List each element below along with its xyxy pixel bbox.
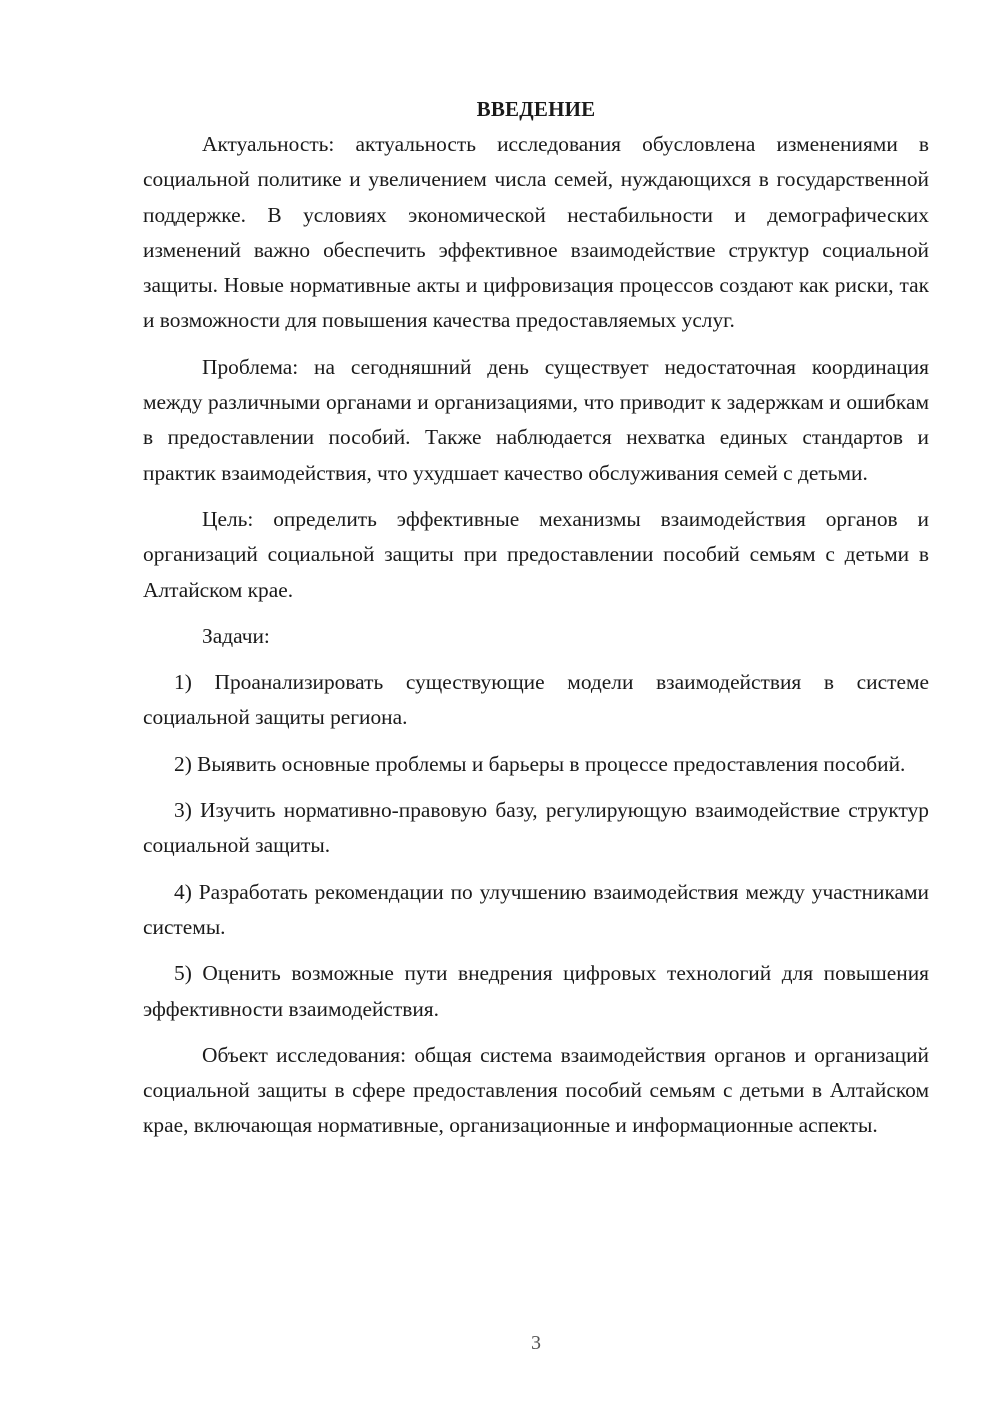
task-item: 4) Разработать рекомендации по улучшению взаимодействия между участниками системы. (143, 879, 929, 939)
task-item: 3) Изучить нормативно-правовую базу, регулирующую взаимодействие структур социальной защиты. (143, 798, 929, 858)
task-item: 5) Оценить возможные пути внедрения цифровых технологий для повышения эффективности взаимодействия. (143, 961, 929, 1021)
task-item: 2) Выявить основные проблемы и барьеры в процессе предоставления пособий. (174, 751, 906, 776)
task-item: 1) Проанализировать существующие модели взаимодействия в системе социальной защиты региона. (143, 670, 929, 730)
page-content (143, 92, 929, 1155)
relevance-paragraph: Актуальность: актуальность исследования обусловлена изменениями в социальной политике и увеличением числа семей, нуждающихся в государственной поддержке. В условиях экономической нестабильности и демографических изменений важно обеспечить эффективное взаимодействие структур социальной защиты. Новые нормативные акты и цифровизация процессов создают как риски, так и возможности для повышения качества предоставляемых услуг. (143, 132, 929, 333)
goal-paragraph: Цель: определить эффективные механизмы взаимодействия органов и организаций социальной защиты при предоставлении пособий семьям с детьми в Алтайском крае. (143, 506, 929, 602)
problem-paragraph: Проблема: на сегодняшний день существует недостаточная координация между различными органами и организациями, что приводит к задержкам и ошибкам в предоставлении пособий. Также наблюдается нехватка единых стандартов и практик взаимодействия, что ухудшает качество обслуживания семей с детьми. (143, 354, 929, 485)
tasks-heading: Задачи: (202, 623, 270, 648)
page-number: 3 (531, 1332, 541, 1354)
section-title: ВВЕДЕНИЕ (476, 97, 596, 121)
object-paragraph: Объект исследования: общая система взаимодействия органов и организаций социальной защиты в сфере предоставления пособий семьям с детьми в Алтайском крае, включающая нормативные, организационные и информационные аспекты. (143, 1042, 929, 1138)
